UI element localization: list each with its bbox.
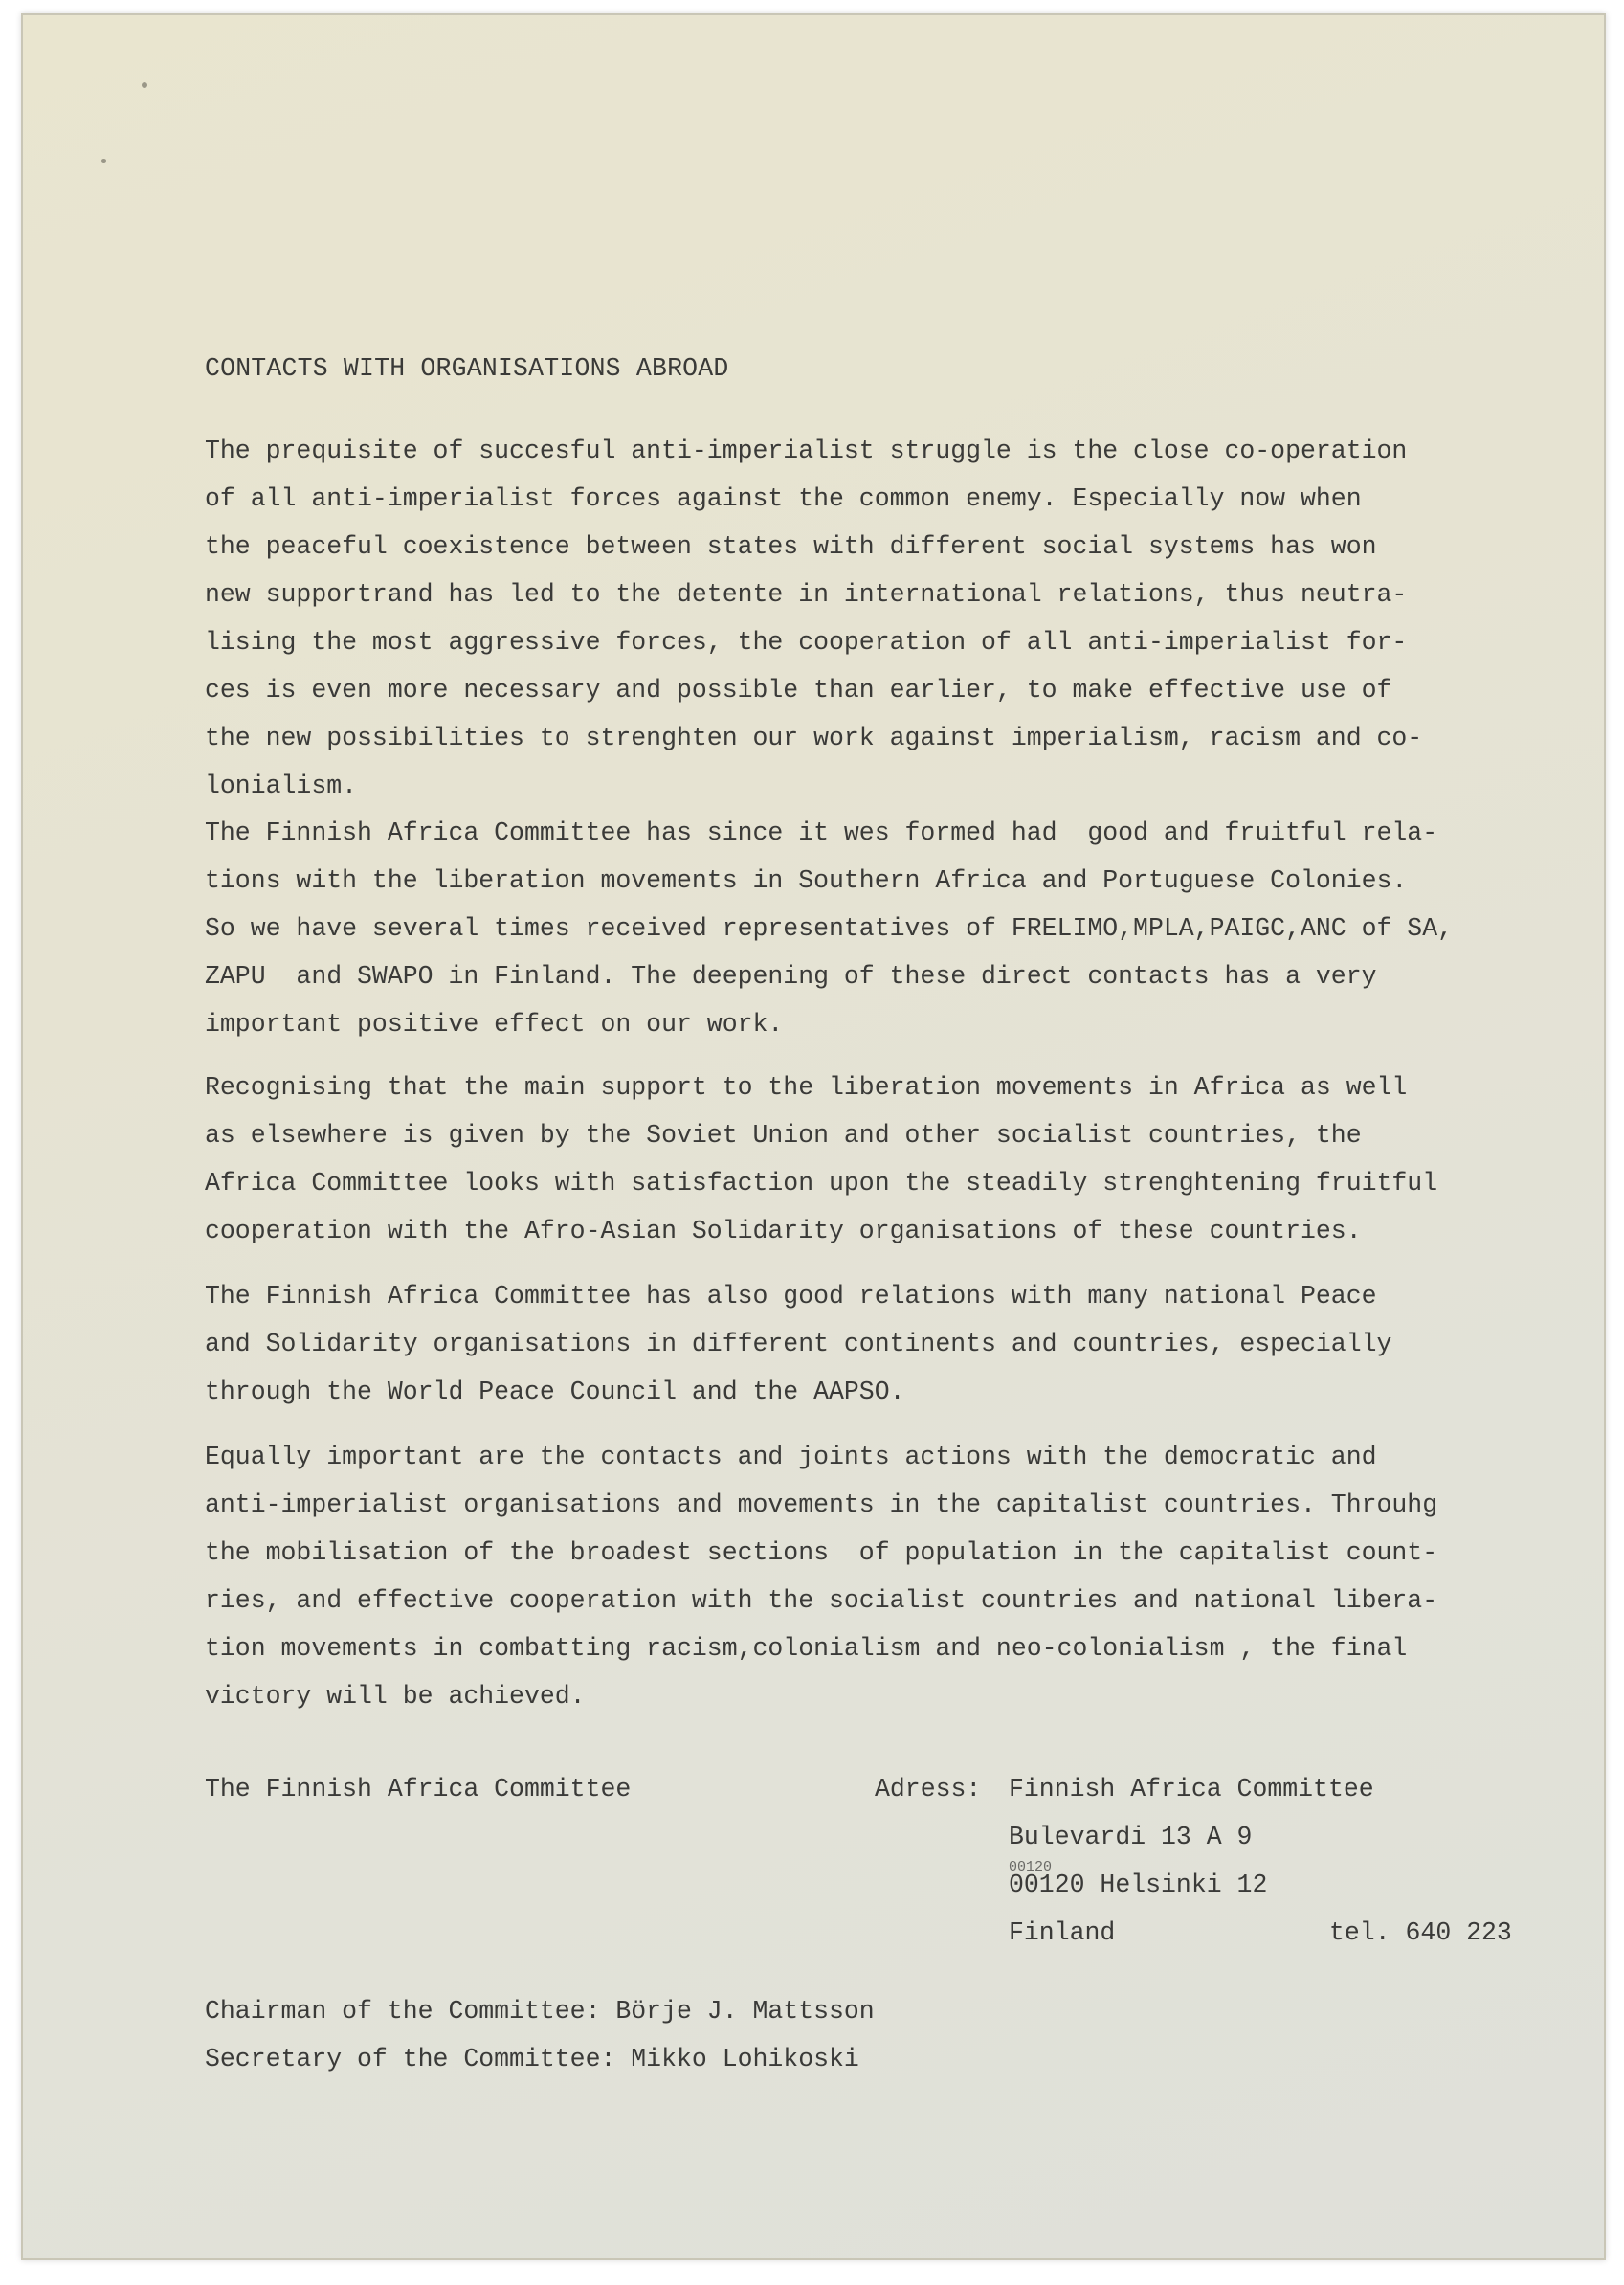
text-line: tion movements in combatting racism,colonialism and neo-colonialism , the final [205, 1634, 1408, 1663]
paragraph-1 [205, 427, 1422, 810]
signature: The Finnish Africa Committee [205, 1775, 632, 1803]
address-line-4: Finland [1009, 1918, 1116, 1947]
text-line: ces is even more necessary and possible than earlier, to make effective use of [205, 676, 1392, 705]
chairman-line: Chairman of the Committee: Börje J. Mattsson [205, 1997, 875, 2026]
paragraph-5 [205, 1433, 1437, 1720]
text-line: and Solidarity organisations in different continents and countries, especially [205, 1330, 1392, 1358]
phone-number: tel. 640 223 [1329, 1918, 1512, 1947]
paper-speck [101, 159, 106, 163]
text-line: through the World Peace Council and the AAPSO. [205, 1378, 905, 1406]
text-line: as elsewhere is given by the Soviet Union and other socialist countries, the [205, 1121, 1362, 1150]
text-line: the peaceful coexistence between states with different social systems has won [205, 532, 1377, 561]
text-line: the mobilisation of the broadest sections of population in the capitalist count- [205, 1538, 1438, 1567]
text-line: Recognising that the main support to the liberation movements in Africa as well [205, 1073, 1408, 1102]
text-line: lonialism. [205, 772, 358, 800]
text-line: anti-imperialist organisations and movements in the capitalist countries. Throuhg [205, 1490, 1438, 1519]
text-line: victory will be achieved. [205, 1682, 586, 1711]
text-line: important positive effect on our work. [205, 1010, 784, 1039]
address-line-2: Bulevardi 13 A 9 [1009, 1823, 1253, 1851]
document-title: CONTACTS WITH ORGANISATIONS ABROAD [205, 354, 729, 383]
text-line: tions with the liberation movements in Southern Africa and Portuguese Colonies. [205, 866, 1408, 895]
text-line: the new possibilities to strenghten our work against imperialism, racism and co- [205, 724, 1423, 752]
paper-speck [142, 82, 147, 88]
text-line: of all anti-imperialist forces against the common enemy. Especially now when [205, 484, 1362, 513]
address-label: Adress: [875, 1775, 982, 1803]
overstrike-mark: 00120 [1009, 1859, 1053, 1875]
paragraph-2 [205, 809, 1453, 1048]
text-line: new supportrand has led to the detente in international relations, thus neutra- [205, 580, 1408, 609]
text-line: Equally important are the contacts and joints actions with the democratic and [205, 1443, 1377, 1471]
address-line-1: Finnish Africa Committee [1009, 1775, 1374, 1803]
address-line-3: 00120 Helsinki 12 [1009, 1871, 1268, 1899]
text-line: The Finnish Africa Committee has also good relations with many national Peace [205, 1282, 1377, 1311]
text-line: The Finnish Africa Committee has since it wes formed had good and fruitful rela- [205, 818, 1438, 847]
text-line: cooperation with the Afro-Asian Solidarity organisations of these countries. [205, 1217, 1362, 1245]
text-line: The prequisite of succesful anti-imperialist struggle is the close co-operation [205, 437, 1408, 465]
paragraph-4 [205, 1272, 1391, 1416]
text-line: ZAPU and SWAPO in Finland. The deepening of these direct contacts has a very [205, 962, 1377, 991]
paragraph-3 [205, 1064, 1437, 1255]
text-line: Africa Committee looks with satisfaction upon the steadily strenghtening fruitful [205, 1169, 1438, 1198]
text-line: ries, and effective cooperation with the socialist countries and national libera- [205, 1586, 1438, 1615]
text-line: lising the most aggressive forces, the cooperation of all anti-imperialist for- [205, 628, 1408, 657]
text-line: So we have several times received representatives of FRELIMO,MPLA,PAIGC,ANC of SA, [205, 914, 1454, 943]
secretary-line: Secretary of the Committee: Mikko Lohikoski [205, 2045, 859, 2073]
